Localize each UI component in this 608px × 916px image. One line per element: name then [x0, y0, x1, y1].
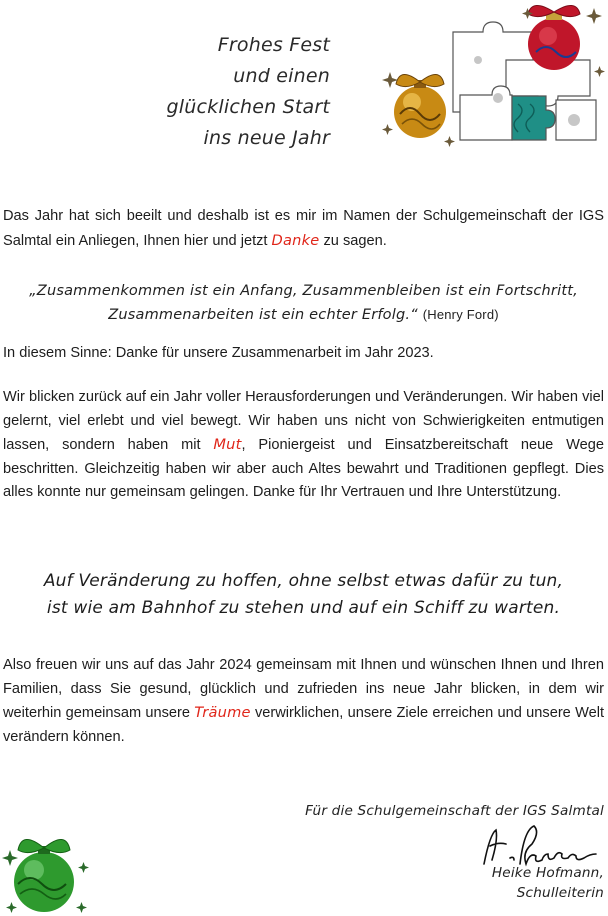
- review-paragraph: [3, 386, 604, 505]
- signature-role: Schulleiterin: [516, 885, 604, 901]
- quote-source: (Henry Ford): [422, 307, 499, 322]
- wishes-paragraph-text: Also freuen wir uns auf das Jahr 2024 gemeinsam mit Ihnen und wünschen Ihnen und Ihren Familien, dass Sie gesund, glücklich und zufrieden ins neue Jahr blicken, in dem wir weiterhin gemeinsam unsere: [3, 657, 604, 721]
- review-paragraph-text: Wir blicken zurück auf ein Jahr voller Herausforderungen und Veränderungen. Wir haben viel gelernt, viel erlebt und viel bewegt. Wir haben uns nicht von Schwierigkeiten entmutigen lassen, sondern haben mit: [3, 389, 604, 453]
- wishes-paragraph: [3, 654, 604, 749]
- traeume-highlight: Träume: [194, 704, 251, 721]
- greeting-line-1: Frohes Fest: [217, 34, 330, 56]
- puzzle-christmas-ornaments-art: [378, 0, 608, 150]
- signature-name: Heike Hofmann,: [491, 865, 604, 881]
- change-quote: [3, 568, 604, 622]
- change-quote-line-1: Auf Veränderung zu hoffen, ohne selbst etwas dafür zu tun,: [43, 571, 564, 591]
- handwritten-signature: [480, 824, 600, 870]
- thanks-paragraph: In diesem Sinne: Danke für unsere Zusammenarbeit im Jahr 2023.: [3, 345, 434, 361]
- mut-highlight: Mut: [213, 436, 242, 453]
- signature-intro: [305, 803, 604, 819]
- greeting-line-3: glücklichen Start: [166, 96, 330, 118]
- wishes-paragraph-end: verwirklichen, unsere Ziele erreichen und unsere Welt verändern können.: [3, 705, 604, 745]
- greeting-line-2: und einen: [233, 65, 330, 87]
- intro-paragraph-end: zu sagen.: [319, 232, 387, 249]
- signature-line: Für die Schulgemeinschaft der IGS Salmtal: [305, 803, 604, 819]
- intro-paragraph: [3, 205, 604, 253]
- greeting-line-4: ins neue Jahr: [203, 127, 330, 149]
- henry-ford-quote: [3, 279, 604, 327]
- greeting-heading: [167, 30, 330, 154]
- danke-highlight: Danke: [271, 231, 320, 249]
- intro-paragraph-text: Das Jahr hat sich beeilt und deshalb ist es mir im Namen der Schulgemeinschaft der IGS Salmtal ein Anliegen, Ihnen hier und jetzt: [3, 208, 604, 249]
- change-quote-line-2: ist wie am Bahnhof zu stehen und auf ein Schiff zu warten.: [46, 598, 561, 618]
- quote-text: „Zusammenkommen ist ein Anfang, Zusammenbleiben ist ein Fortschritt, Zusammenarbeiten ist ein echter Erfolg.“: [29, 283, 578, 323]
- review-paragraph-end: , Pioniergeist und Einsatzbereitschaft neue Wege beschritten. Gleichzeitig haben wir aber auch Altes bewahrt und Traditionen gepflegt. Dies alles konnte nur gemeinsam gelingen. Danke für Ihr Vertrauen und Ihre Unterstützung.: [3, 437, 604, 500]
- green-christmas-ornament-icon: [0, 826, 92, 916]
